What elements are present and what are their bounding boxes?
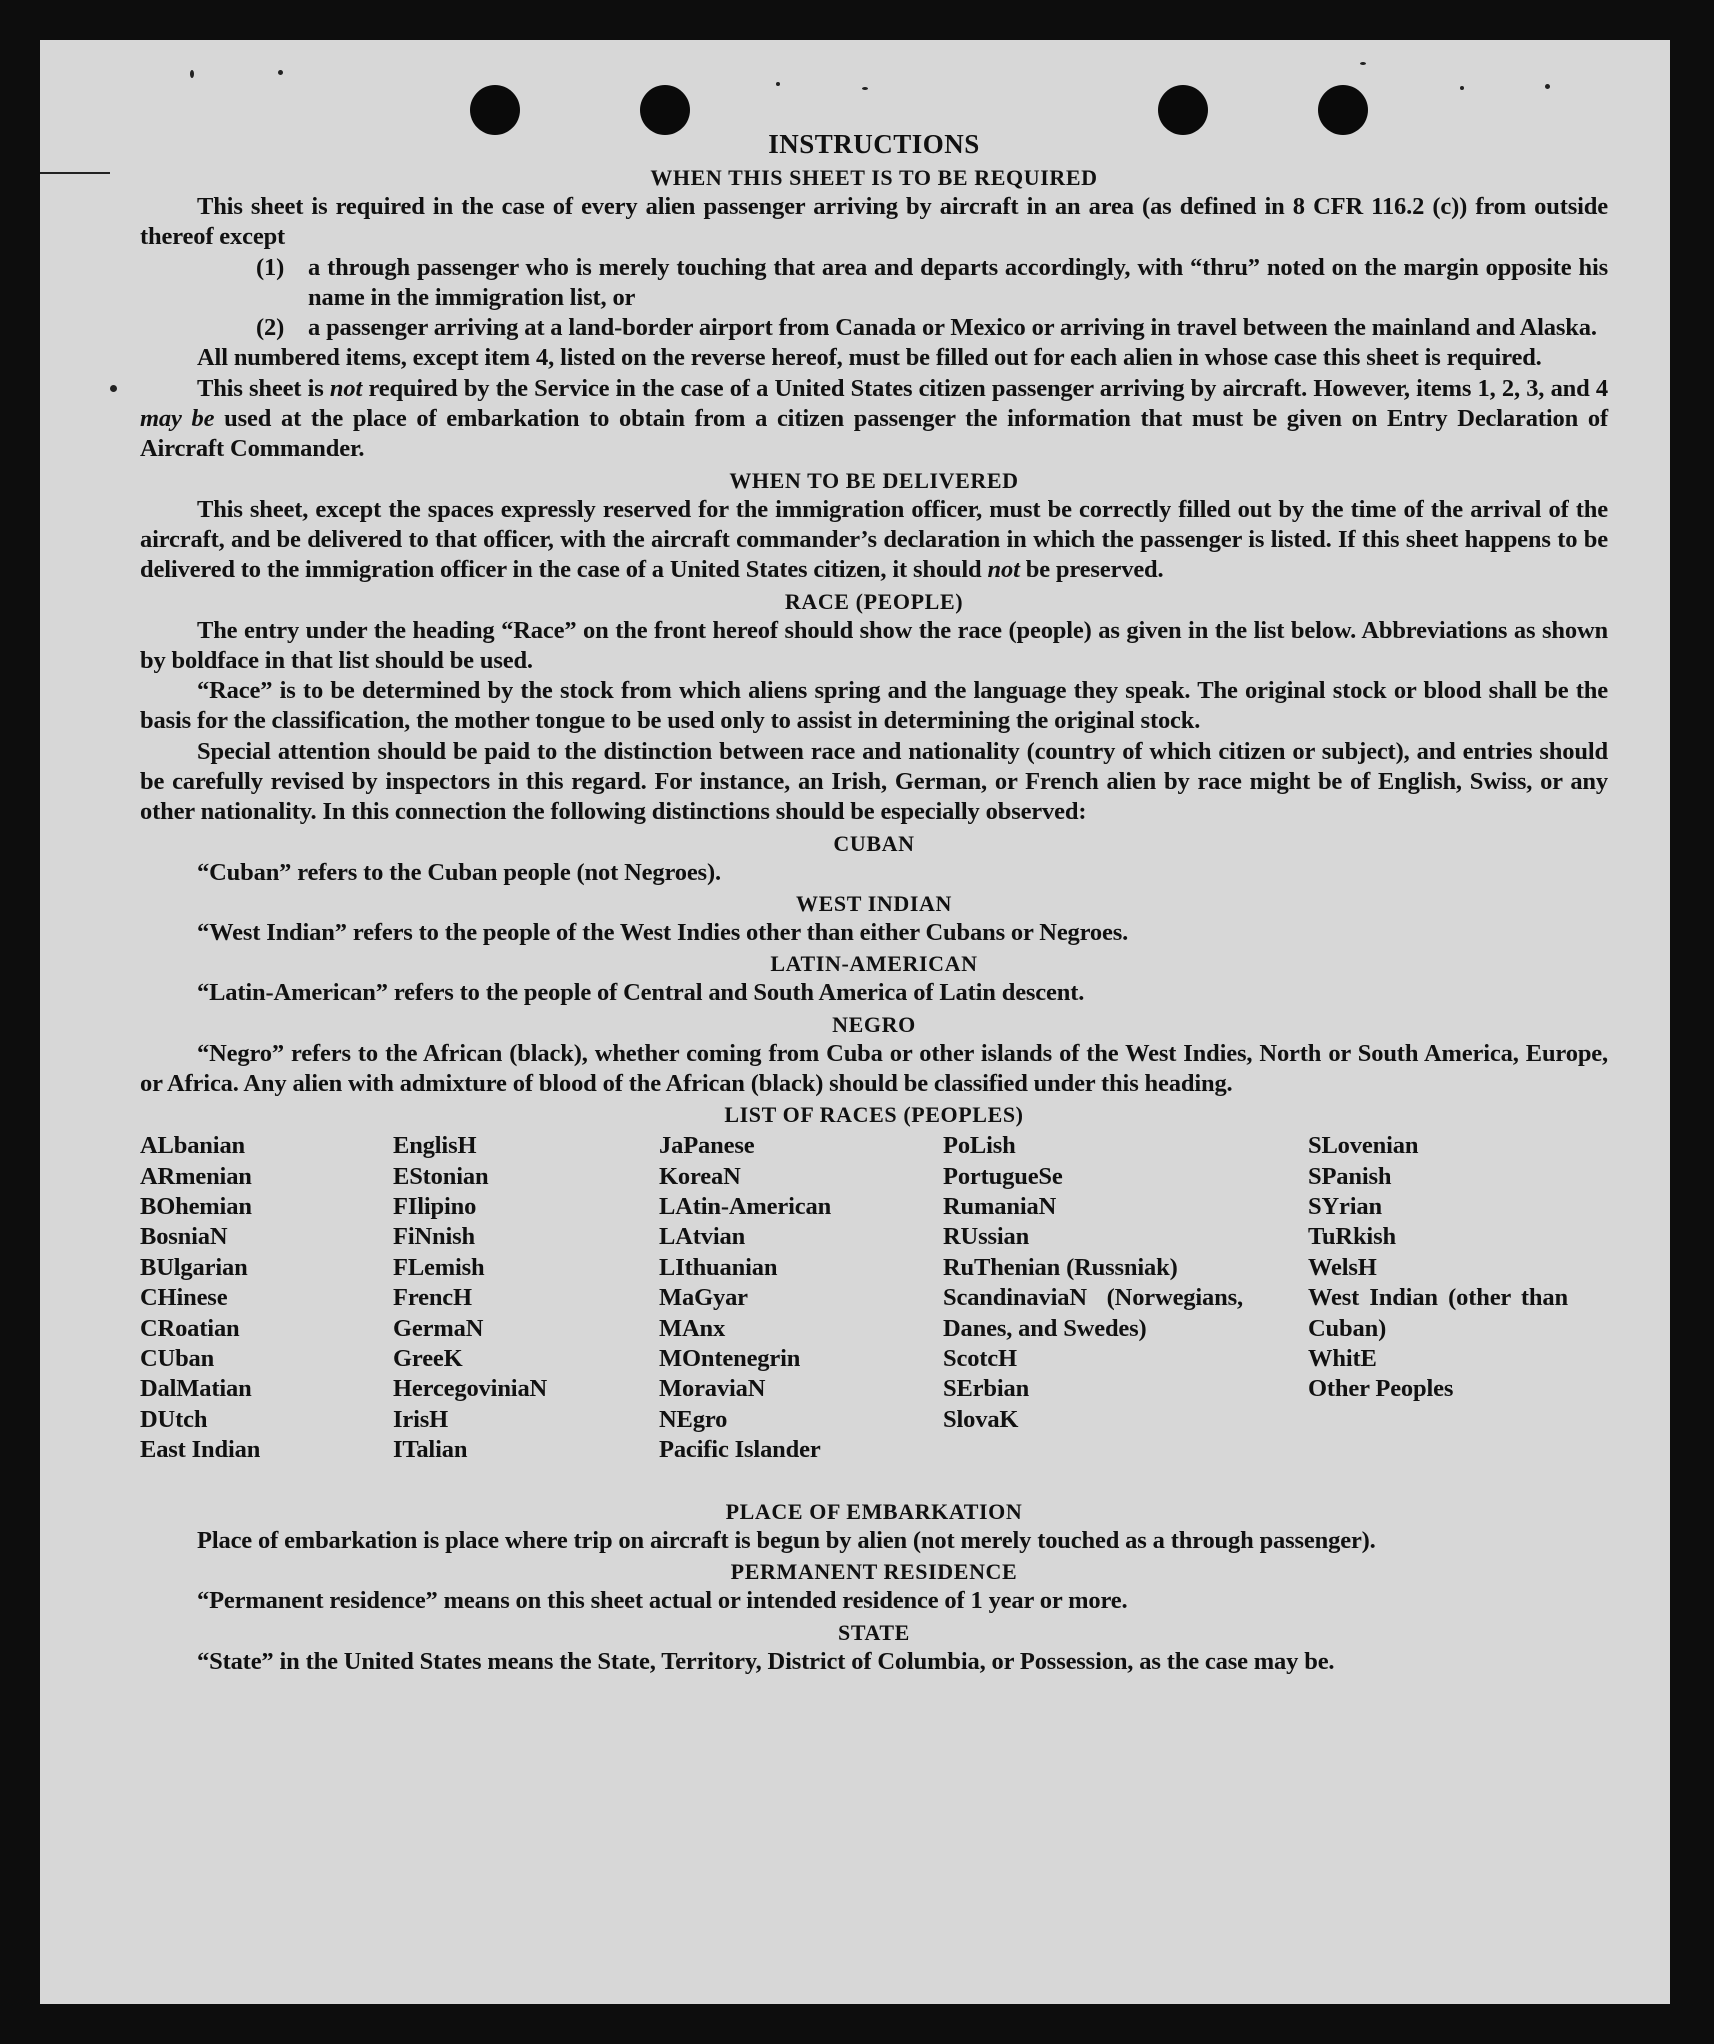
exception-item	[140, 313, 1608, 343]
paper-speck	[110, 385, 117, 392]
text-run: required by the Service in the case of a United States citizen passenger arriving by aircraft. However, items 1, 2, 3, and 4	[362, 374, 1608, 402]
heading-place-of-embarkation: PLACE OF EMBARKATION	[725, 1499, 1023, 1525]
race-entry: MaGyar	[659, 1284, 748, 1312]
races-column	[140, 1131, 260, 1465]
race-entry: FiNnish	[393, 1223, 476, 1251]
paragraph-latin-american: “Latin-American” refers to the people of Central and South America of Latin descent.	[197, 979, 1085, 1007]
race-entry: ALbanian	[140, 1132, 246, 1160]
race-entry: EnglisH	[393, 1132, 477, 1160]
paragraph-race-entry: The entry under the heading “Race” on the front hereof should show the race (people) as given in the list below. Abbreviations as shown by boldface in that list should be used.	[140, 616, 1608, 674]
race-entry: NEgro	[659, 1405, 728, 1433]
race-entry: LAtvian	[659, 1223, 746, 1251]
races-column	[659, 1131, 831, 1465]
race-entry: FrencH	[393, 1284, 472, 1312]
paragraph-residence: “Permanent residence” means on this sheet actual or intended residence of 1 year or more.	[197, 1587, 1128, 1615]
page-title: INSTRUCTIONS	[768, 129, 980, 159]
race-entry: JaPanese	[659, 1132, 755, 1160]
paragraph-race-nationality: Special attention should be paid to the distinction between race and nationality (country of which citizen or subject), and entries should be carefully revised by inspectors in this regard. For instance, an Irish, German, or French alien by race might be of English, Swiss, or any other nationality. In this connection the following distinctions should be especially observed:	[140, 737, 1608, 826]
paragraph-required-intro: This sheet is required in the case of every alien passenger arriving by aircraft in an area (as defined in 8 CFR 116.2 (c)) from outside thereof except	[140, 193, 1608, 251]
heading-permanent-residence: PERMANENT RESIDENCE	[730, 1559, 1018, 1585]
race-entry: SLovenian	[1308, 1132, 1419, 1160]
race-entry: ScandinaviaN (Norwegians, Danes, and Swedes)	[943, 1284, 1243, 1342]
race-entry: ARmenian	[140, 1162, 252, 1190]
race-entry: SErbian	[943, 1375, 1030, 1403]
race-entry: CHinese	[140, 1284, 228, 1312]
emphasis-not: not	[329, 374, 363, 402]
race-entry: FIlipino	[393, 1192, 477, 1220]
race-entry: RUssian	[943, 1223, 1030, 1251]
race-entry: MoraviaN	[659, 1375, 766, 1403]
text-run: used at the place of embarkation to obtain from a citizen passenger the information that must be given on Entry Declaration of Aircraft Commander.	[140, 405, 1608, 463]
paper-speck	[190, 70, 194, 78]
race-entry: BUlgarian	[140, 1253, 248, 1281]
race-entry: DalMatian	[140, 1375, 252, 1403]
race-entry: BosniaN	[140, 1223, 228, 1251]
item-text: a passenger arriving at a land-border airport from Canada or Mexico or arriving in travel between the mainland and Alaska.	[308, 314, 1597, 342]
race-entry: RumaniaN	[943, 1192, 1057, 1220]
race-entry: MOntenegrin	[659, 1344, 801, 1372]
paragraph-negro: “Negro” refers to the African (black), whether coming from Cuba or other islands of the West Indies, North or South America, Europe, or Africa. Any alien with admixture of blood of the African (black) should be classified under this heading.	[140, 1039, 1608, 1097]
exception-item	[140, 253, 1608, 314]
race-entry: HercegoviniaN	[393, 1375, 548, 1403]
heading-cuban: CUBAN	[833, 830, 915, 856]
paper-speck	[1360, 62, 1366, 65]
paragraph-state: “State” in the United States means the State, Territory, District of Columbia, or Possession, as the case may be.	[197, 1647, 1335, 1675]
race-entry: WelsH	[1308, 1253, 1377, 1281]
text-run: be preserved.	[1019, 556, 1164, 584]
race-entry: Pacific Islander	[659, 1436, 821, 1464]
race-entry: BOhemian	[140, 1192, 252, 1220]
text-run: This sheet, except the spaces expressly reserved for the immigration officer, must be correctly filled out by the time of the arrival of the aircraft, and be delivered to that officer, with the aircraft commander’s declaration in which the passenger is listed. If this sheet happens to be delivered to the immigration officer in the case of a United States citizen, it should	[140, 495, 1608, 584]
paper-speck	[1545, 84, 1550, 89]
paragraph-numbered-items: All numbered items, except item 4, listed on the reverse hereof, must be filled out for each alien in whose case this sheet is required.	[197, 344, 1542, 372]
paper-speck	[278, 70, 283, 75]
heading-west-indian: WEST INDIAN	[796, 890, 952, 916]
instructions-content	[140, 126, 1608, 1677]
paragraph-embarkation: Place of embarkation is place where trip on aircraft is begun by alien (not merely touched as a through passenger).	[197, 1527, 1376, 1555]
emphasis-may-be: may be	[140, 405, 215, 433]
paper-speck	[862, 87, 868, 90]
race-entry: GreeK	[393, 1344, 463, 1372]
heading-negro: NEGRO	[832, 1011, 916, 1037]
race-entry: CRoatian	[140, 1314, 240, 1342]
race-entry: WhitE	[1308, 1344, 1377, 1372]
races-column	[943, 1131, 1243, 1435]
races-column	[1308, 1131, 1568, 1405]
paper-speck	[776, 82, 780, 86]
race-entry: FLemish	[393, 1253, 485, 1281]
race-entry: ScotcH	[943, 1344, 1017, 1372]
race-entry: PortugueSe	[943, 1162, 1063, 1190]
race-entry: LAtin-American	[659, 1192, 832, 1220]
paragraph-race-stock: “Race” is to be determined by the stock from which aliens spring and the language they speak. The original stock or blood shall be the basis for the classification, the mother tongue to be used only to assist in determining the original stock.	[140, 677, 1608, 735]
race-entry: East Indian	[140, 1436, 261, 1464]
race-entry: PoLish	[943, 1132, 1016, 1160]
race-entry: SYrian	[1308, 1192, 1382, 1220]
race-entry: West Indian (other than Cuban)	[1308, 1284, 1568, 1342]
race-entry: IrisH	[393, 1405, 449, 1433]
heading-latin-american: LATIN-AMERICAN	[770, 951, 978, 977]
race-entry: LIthuanian	[659, 1253, 778, 1281]
race-entry: EStonian	[393, 1162, 489, 1190]
race-entry: KoreaN	[659, 1162, 741, 1190]
emphasis-not: not	[987, 556, 1020, 584]
race-entry: CUban	[140, 1344, 215, 1372]
heading-list-of-races: LIST OF RACES (PEOPLES)	[724, 1102, 1024, 1128]
race-entry: RuThenian (Russniak)	[943, 1253, 1178, 1281]
heading-state: STATE	[838, 1619, 910, 1645]
races-list	[140, 1131, 1608, 1496]
heading-when-delivered: WHEN TO BE DELIVERED	[729, 467, 1019, 493]
race-entry: SlovaK	[943, 1405, 1019, 1433]
race-entry: MAnx	[659, 1314, 726, 1342]
heading-race: RACE (PEOPLE)	[784, 588, 964, 614]
races-column	[393, 1131, 547, 1465]
race-entry: SPanish	[1308, 1162, 1392, 1190]
race-entry: Other Peoples	[1308, 1375, 1454, 1403]
paragraph-delivery	[140, 495, 1608, 586]
paper-speck	[40, 172, 110, 174]
race-entry: GermaN	[393, 1314, 484, 1342]
document-sheet	[40, 40, 1670, 2004]
item-text: a through passenger who is merely touching that area and departs accordingly, with “thru” noted on the margin opposite his name in the immigration list, or	[308, 253, 1608, 311]
heading-when-required: WHEN THIS SHEET IS TO BE REQUIRED	[650, 165, 1098, 190]
race-entry: DUtch	[140, 1405, 208, 1433]
paragraph-cuban: “Cuban” refers to the Cuban people (not Negroes).	[197, 858, 721, 886]
text-run: This sheet is	[197, 374, 330, 402]
item-number: (1)	[256, 253, 285, 281]
item-number: (2)	[256, 314, 285, 342]
paragraph-west-indian: “West Indian” refers to the people of the West Indies other than either Cubans or Negroes.	[197, 918, 1129, 946]
race-entry: ITalian	[393, 1436, 468, 1464]
paper-speck	[1460, 86, 1464, 90]
paragraph-citizen-passenger	[140, 374, 1608, 465]
race-entry: TuRkish	[1308, 1223, 1396, 1251]
